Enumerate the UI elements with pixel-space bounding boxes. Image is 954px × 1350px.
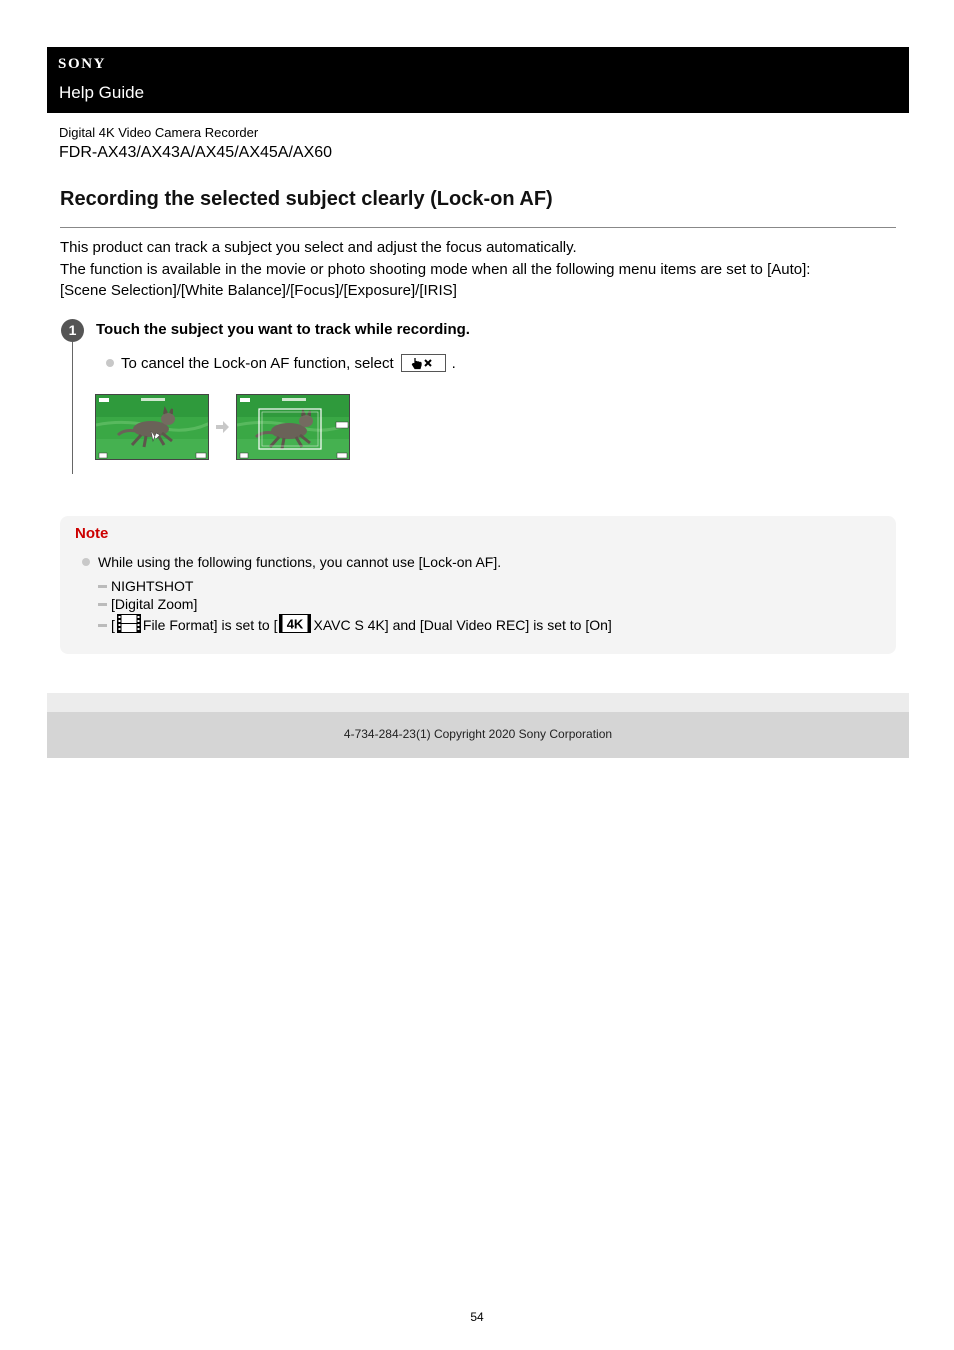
note-item-text: [Digital Zoom]	[111, 596, 198, 612]
cancel-instruction: To cancel the Lock-on AF function, select	[121, 354, 394, 372]
intro-line-2: The function is available in the movie or photo shooting mode when all the following menu items are set to [Auto]:	[60, 260, 811, 278]
note-item-digital-zoom	[98, 596, 197, 612]
note-item-nightshot	[98, 578, 193, 594]
note-item-text: NIGHTSHOT	[111, 578, 194, 594]
arrow-right-icon	[216, 420, 230, 438]
title-divider	[60, 227, 896, 228]
dash-icon	[98, 585, 107, 588]
note-bullet	[82, 554, 501, 570]
step-connector-line	[72, 342, 73, 474]
help-guide-title: Help Guide	[59, 83, 145, 102]
step-bullet	[106, 352, 456, 374]
footer-strip	[47, 693, 909, 712]
4k-icon	[279, 614, 311, 636]
intro-line-3: [Scene Selection]/[White Balance]/[Focus]/[Exposure]/[IRIS]	[60, 282, 457, 299]
note-box	[60, 516, 896, 654]
intro-text	[60, 237, 900, 302]
bullet-dot-icon	[106, 359, 114, 367]
dash-icon	[98, 603, 107, 606]
note-bullet-text: While using the following functions, you cannot use [Lock-on AF].	[98, 554, 502, 570]
step-instruction: Touch the subject you want to track while recording.	[96, 321, 470, 338]
product-model: FDR-AX43/AX43A/AX45/AX45A/AX60	[59, 144, 333, 161]
bullet-period: .	[451, 354, 456, 372]
note-item-text-end: XAVC S 4K] and [Dual Video REC] is set to [On]	[313, 617, 612, 633]
step-number-badge: 1	[61, 319, 84, 342]
dash-icon	[98, 624, 107, 627]
note-item-text-mid: File Format] is set to [	[142, 617, 278, 633]
page-number: 54	[470, 1310, 484, 1324]
film-strip-icon	[117, 614, 141, 636]
footer	[47, 712, 909, 758]
product-category: Digital 4K Video Camera Recorder	[59, 125, 259, 140]
svg-text:4K: 4K	[287, 616, 304, 632]
sony-logo: SONY	[58, 56, 107, 72]
intro-line-1: This product can track a subject you select and adjust the focus automatically.	[60, 239, 577, 256]
note-item-file-format	[98, 614, 612, 636]
page-title: Recording the selected subject clearly (Lock-on AF)	[60, 188, 553, 210]
note-item-text-open: [	[111, 617, 115, 633]
header-bar	[47, 47, 909, 113]
screen-tracking-image	[236, 394, 350, 460]
note-title: Note	[75, 525, 109, 542]
copyright: 4-734-284-23(1) Copyright 2020 Sony Corporation	[343, 727, 613, 741]
bullet-dot-icon	[82, 558, 90, 566]
screen-before-touch-image	[95, 394, 209, 460]
lockon-cancel-icon	[401, 354, 446, 372]
